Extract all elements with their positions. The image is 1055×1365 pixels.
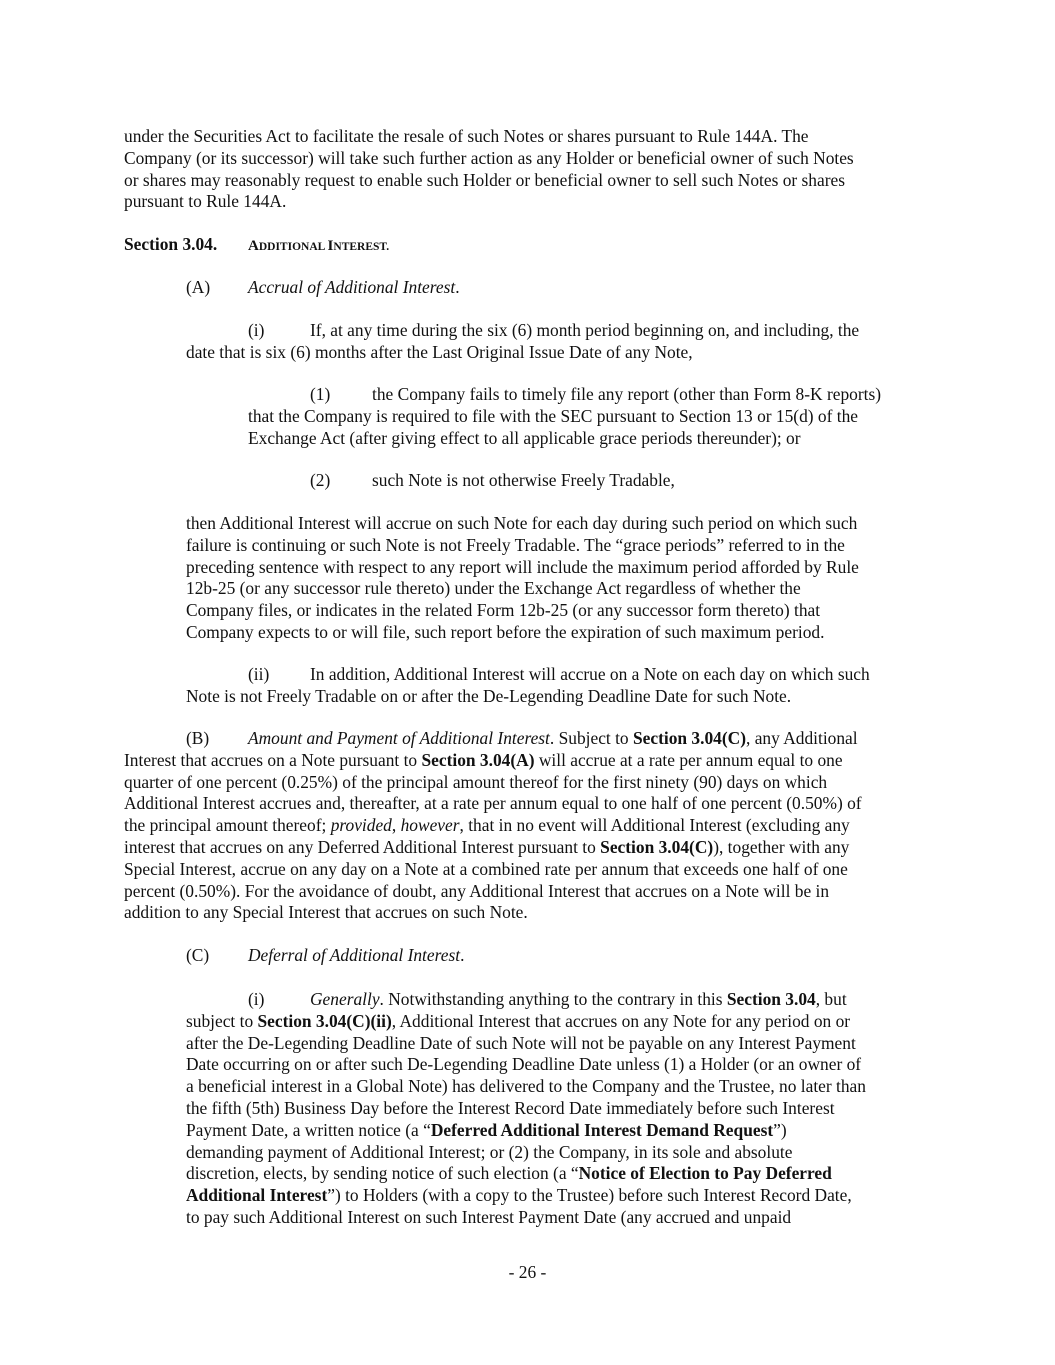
text-line: Date occurring on or after such De-Legending Deadline Date unless (1) a Holder (or an owner of — [186, 1054, 862, 1075]
text-line: Special Interest, accrue on any day on a Note at a combined rate per annum that exceeds one half of one — [124, 858, 848, 879]
clause-a-i: (i) If, at any time during the six (6) month period beginning on, and including, the date that is six (6) months after the Last Original Issue Date of any Note, — [186, 320, 860, 362]
subsection-title: Amount and Payment of Additional Interest — [248, 728, 550, 748]
text-line: Company expects to or will file, such report before the expiration of such maximum period. — [186, 621, 825, 642]
subsection-a-heading: (A) Accrual of Additional Interest. — [186, 277, 460, 297]
defined-term: Additional Interest — [186, 1185, 328, 1206]
text-line: pursuant to Rule 144A. — [124, 191, 287, 212]
text-line: after the De-Legending Deadline Date of such Note will not be payable on any Interest Payment — [186, 1032, 856, 1053]
clause-marker: (ii) — [248, 664, 270, 684]
text-line: Company files, or indicates in the related Form 12b-25 (or any successor form thereto) that — [186, 600, 821, 621]
section-reference: Section 3.04(C) — [632, 728, 747, 748]
subsection-title: Accrual of Additional Interest — [248, 277, 456, 297]
subsection-marker: (B) — [186, 728, 210, 748]
subsection-c-heading: (C) Deferral of Additional Interest. — [186, 945, 465, 965]
section-title: ADDITIONAL INTEREST. — [248, 238, 390, 254]
text-line: a beneficial interest in a Global Note) has delivered to the Company and the Trustee, no later than — [186, 1076, 866, 1097]
section-reference: Section 3.04(C) — [600, 836, 714, 857]
text-line: that the Company is required to file with the SEC pursuant to Section 13 or 15(d) of the — [248, 405, 859, 426]
page-number: - 26 - — [508, 1262, 547, 1282]
item-marker: (2) — [310, 470, 331, 490]
text-line: Additional Interest accrues and, thereafter, at a rate per annum equal to one half of one percent (0.50%) of — [124, 793, 862, 814]
text-line: then Additional Interest will accrue on such Note for each day during such period on which such — [186, 513, 858, 533]
text-line: Company (or its successor) will take such further action as any Holder or beneficial owner of such Notes — [124, 147, 854, 168]
clause-marker: (i) — [248, 989, 265, 1009]
text-line: or shares may reasonably request to enable such Holder or beneficial owner to sell such Notes or shares — [124, 169, 845, 190]
clause-a-ii: (ii) In addition, Additional Interest will accrue on a Note on each day on which such Note is not Freely Tradable on or after the De-Legending Deadline Date for such Note. — [186, 664, 870, 706]
item-marker: (1) — [310, 384, 331, 404]
text-line: Exchange Act (after giving effect to all applicable grace periods thereunder); or — [248, 427, 801, 448]
text-line: the fifth (5th) Business Day before the Interest Record Date immediately before such Interest — [186, 1097, 835, 1118]
text-line: failure is continuing or such Note is not Freely Tradable. The “grace periods” referred to in the — [186, 534, 845, 555]
defined-term: Notice of Election to Pay Deferred — [578, 1163, 832, 1184]
section-reference: Section 3.04(C)(ii) — [257, 1010, 392, 1031]
text-line: under the Securities Act to facilitate the resale of such Notes or shares pursuant to Rule 144A. The — [124, 126, 809, 146]
item-2: (2) such Note is not otherwise Freely Tradable, — [310, 470, 675, 490]
section-heading — [124, 234, 389, 256]
section-number: Section 3.04. — [124, 234, 218, 254]
text-line: to pay such Additional Interest on such Interest Payment Date (any accrued and unpaid — [186, 1206, 792, 1227]
intro-paragraph — [124, 126, 854, 213]
text-line: demanding payment of Additional Interest; or (2) the Company, in its sole and absolute — [186, 1141, 793, 1162]
section-reference: Section 3.04(A) — [421, 749, 535, 770]
subsection-marker: (A) — [186, 277, 211, 297]
text-line: preceding sentence with respect to any report will include the maximum period afforded by Rule — [186, 556, 859, 577]
subsection-title: Deferral of Additional Interest — [248, 945, 461, 965]
subsection-b: (B) Amount and Payment of Additional Interest. Subject to Section 3.04(C), any Additional Interest that accrues on a Note pursuant to Section 3.04(A) will accrue at a rate per annum equal to one quarter of one percent (0.25%) of the principal amount thereof for the first ninety (90) days on which Additional Interest accrues and, thereafter, at a rate per annum equal to one half of one percent (0.50%) of the principal amount thereof; provided, however, that in no event will Additional Interest (excluding any interest that accrues on any Deferred Additional Interest pursuant to Section 3.04(C)), together with any Special Interest, accrue on any day on a Note at a combined rate per annum that exceeds one half of one percent (0.50%). For the avoidance of doubt, any Additional Interest that accrues on a Note will be in addition to any Special Interest that accrues on such Note. — [124, 728, 862, 923]
subsection-marker: (C) — [186, 945, 210, 965]
text-line: date that is six (6) months after the Last Original Issue Date of any Note, — [186, 341, 693, 362]
clause-c-i: (i) Generally. Notwithstanding anything to the contrary in this Section 3.04, but subject to Section 3.04(C)(ii), Additional Interest that accrues on any Note for any period on or after the De-Legending Deadline Date of such Note will not be payable on any Interest Payment Date occurring on or after such De-Legending Deadline Date unless (1) a Holder (or an owner of a beneficial interest in a Global Note) has delivered to the Company and the Trustee, no later than the fifth (5th) Business Day before the Interest Record Date immediately before such Interest Payment Date, a written notice (a “Deferred Additional Interest Demand Request”) demanding payment of Additional Interest; or (2) the Company, in its sole and absolute discretion, elects, by sending notice of such election (a “Notice of Election to Pay Deferred Additional Interest”) to Holders (with a copy to the Trustee) before such Interest Record Date, to pay such Additional Interest on such Interest Payment Date (any accrued and unpaid — [186, 989, 866, 1227]
clause-heading: Generally — [310, 989, 380, 1009]
text-line: 12b-25 (or any successor rule thereto) under the Exchange Act regardless of whether the — [186, 578, 801, 599]
text-line: addition to any Special Interest that accrues on such Note. — [124, 902, 528, 923]
text-line: percent (0.50%). For the avoidance of doubt, any Additional Interest that accrues on a Note will be in — [124, 880, 830, 901]
then-paragraph — [186, 513, 859, 644]
defined-term: Deferred Additional Interest Demand Request — [430, 1119, 774, 1140]
section-reference: Section 3.04 — [726, 989, 816, 1009]
text-line: quarter of one percent (0.25%) of the principal amount thereof for the first ninety (90) days on which — [124, 771, 828, 792]
item-1: (1) the Company fails to timely file any report (other than Form 8-K reports) that the Company is required to file with the SEC pursuant to Section 13 or 15(d) of the Exchange Act (after giving effect to all applicable grace periods thereunder); or — [248, 384, 882, 448]
clause-marker: (i) — [248, 320, 265, 340]
text-line: Note is not Freely Tradable on or after the De-Legending Deadline Date for such Note. — [186, 685, 792, 706]
